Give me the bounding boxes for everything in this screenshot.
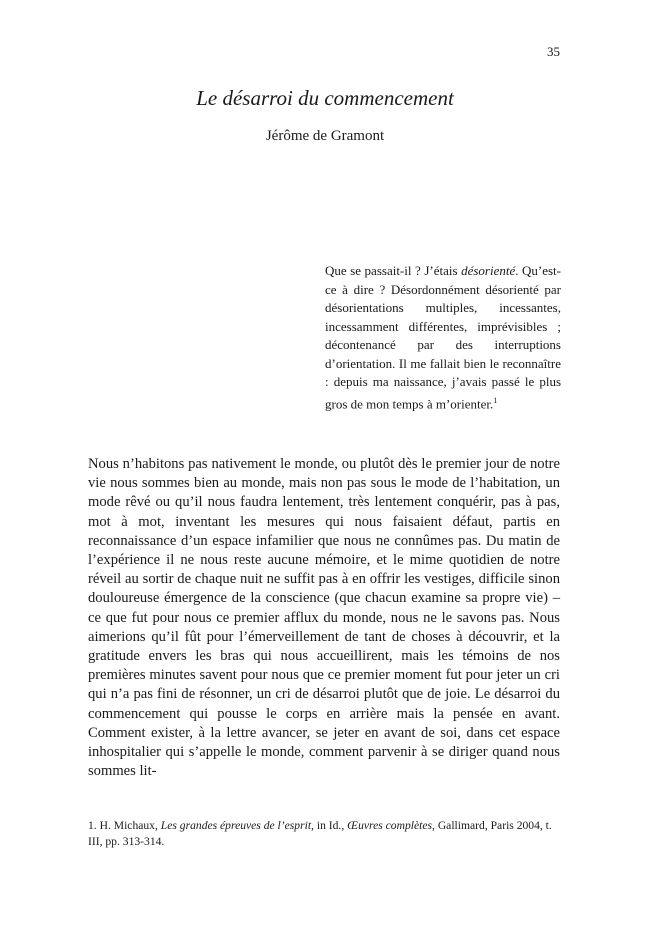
footnote-text-3: , Gallimard, Paris 2004, t. III, pp. 313-314.	[88, 819, 552, 848]
epigraph-text-end: . Qu’est-ce à dire ? Désordonnément désorienté par désorientations multiples, incessantes, incessamment différentes, imprévisibles ; décontenancé par des interruptions d’orientation. Il me fallait bien le reconnaître : depuis ma naissance, j’avais passé le plus gros de mon temps à m’orienter.	[325, 263, 561, 411]
footnote-reference[interactable]: 1	[493, 395, 498, 405]
epigraph-emphasis: désorienté	[461, 263, 516, 278]
footnote-work-title-1: Les grandes épreuves de l’esprit	[160, 819, 312, 832]
chapter-title: Le désarroi du commencement	[196, 86, 454, 110]
footnote	[88, 818, 560, 850]
epigraph-quote	[325, 262, 561, 413]
footnote-text-1: 1. H. Michaux,	[88, 819, 161, 832]
body-paragraph: Nous n’habitons pas nativement le monde, ou plutôt dès le premier jour de notre vie nous sommes bien au monde, mais non pas sous le mode de l’habitation, un mode rêvé ou qu’il nous faudra lentement, très lentement conquérir, pas à pas, mot à mot, inventant les mesures qui nous faisaient défaut, partis en reconnaissance d’un espace infamilier que nous ne connûmes pas. Du matin de l’expérience il ne nous reste aucune mémoire, et le mime quotidien de notre réveil au sortir de chaque nuit ne suffit pas à en offrir les vestiges, difficile sinon douloureuse émergence de la conscience (que chacun examine sa propre vie) – ce que fut pour nous ce premier afflux du monde, nous ne le savons pas. Nous aimerions qu’il fût pour l’émerveillement de tant de choses à découvrir, et la gratitude envers les bras qui nous accueillirent, mais les témoins de nos premières minutes savent pour nous que ce premier moment fut pour jeter un cri qui n’a pas fini de résonner, un cri de désarroi plutôt que de joie. Le désarroi du commencement qui pousse le corps en arrière mais la pensée en avant. Comment exister, à la lettre avancer, se jeter en avant de soi, dans cet espace inhospitalier qui s’appelle le monde, comment parvenir à se diriger quand nous sommes lit-	[88, 456, 560, 780]
author-name: Jérôme de Gramont	[265, 128, 385, 144]
page-number: 35	[547, 44, 560, 59]
footnote-work-title-2: Œuvres complètes	[347, 819, 433, 832]
epigraph-text-start: Que se passait-il ? J’étais	[325, 263, 462, 278]
footnote-text-2: , in Id.,	[311, 819, 348, 832]
